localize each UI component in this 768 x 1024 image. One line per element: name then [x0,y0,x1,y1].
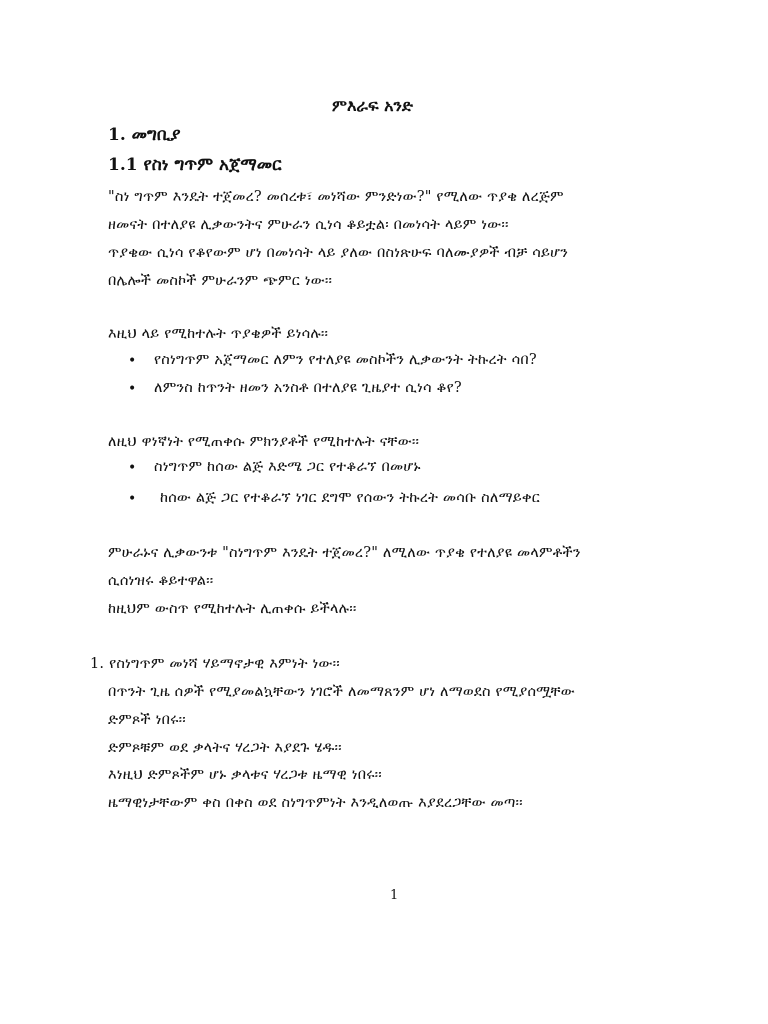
section-1-heading [108,125,181,145]
numbered-item-line: በጥንት ጊዜ ሰዎች የሚያመልኳቸውን ነገሮች ለመማጸንም ሆነ ለማወደስ የሚያሰሟቸው [108,684,575,700]
paragraph-1-line: "ስነ ግጥም እንዴት ተጀመረ? መሰረቱ፣ መነሻው ምንድነው?" የሚለው ጥያቄ ለረጅም [108,189,564,205]
bullet-icon: • [128,460,137,476]
paragraph-1-line: ጥያቄው ሲነሳ የቆየውም ሆነ በመነሳት ላይ ያለው በስነጽሁፍ ባለሙያዎች ብቻ ሳይሆን [108,245,569,261]
numbered-item-number: 1. [90,656,105,672]
paragraph-2-line: ከዚህም ውስጥ የሚከተሉት ሊጠቀሱ ይችላሉ፡፡ [108,601,357,617]
reason-text: ከሰው ልጅ ጋር የተቆራኘ ነገር ደግሞ የሰውን ትኩረት መሳቡ ስለማይቀር [160,490,541,506]
reason-item [128,490,728,514]
questions-intro: እዚህ ላይ የሚከተሉት ጥያቄዎች ይነሳሉ፡፡ [108,326,329,342]
paragraph-1-line: ዘመናት በተለያዩ ሊቃውንትና ምሁራን ሲነሳ ቆይቷል፡ በመነሳት ላይም ነው፡፡ [108,217,509,233]
numbered-item-line: እነዚህ ድምጾችም ሆኑ ቃላቱና ሃረጋቱ ዜማዊ ነበሩ፡፡ [108,767,382,783]
numbered-item-line: ድምጾቹም ወደ ቃላትና ሃረጋት እያደጉ ሄዱ፡፡ [108,740,342,756]
reasons-intro: ለዚህ ዋነኛነት የሚጠቀሱ ምክንያቶች የሚከተሉት ናቸው፡፡ [108,434,420,450]
bullet-icon: • [128,491,137,507]
question-text: የስነግጥም አጀማመር ለምን የተለያዩ መስኮችን ሊቃውንት ትኩረት ሳበ? [154,352,537,368]
section-1-1-heading [108,155,282,175]
numbered-item-line: ድምጾች ነበሩ፡፡ [108,712,186,728]
paragraph-2-line: ሲሰነዝሩ ቆይተዋል፡፡ [108,573,214,589]
page-number: 1 [390,888,399,903]
question-text: ለምንስ ከጥንት ዘመን አንስቶ በተለያዩ ጊዜያተ ሲነሳ ቆየ? [154,380,462,396]
chapter-title: ምእራፍ አንድ [332,96,413,115]
paragraph-2-line: ምሁራኑና ሊቃውንቱ "ስነግጥም እንዴት ተጀመረ?" ለሚለው ጥያቄ የተለያዩ መላምቶችን [108,545,581,561]
numbered-item-heading [90,656,340,672]
bullet-icon: • [128,381,137,397]
numbered-item-line: ዜማዊነታቸውም ቀስ በቀስ ወደ ስነግጥምነት እንዲለወጡ እያደረጋቸው መጣ፡፡ [108,795,523,811]
question-item [128,352,728,376]
bullet-icon: • [128,353,137,369]
section-1-title: መግቢያ [131,125,181,145]
reason-item [128,459,728,483]
question-item [128,380,728,404]
reason-text: ስነግጥም ከሰው ልጅ እድሜ ጋር የተቆራኘ በመሆኑ [154,459,421,475]
numbered-item-title: የስነግጥም መነሻ ሃይማኖታዊ እምነት ነው፡፡ [109,656,340,672]
section-1-number: 1. [108,125,126,145]
section-1-1-title: የስነ ግጥም አጀማመር [143,155,282,175]
section-1-1-number: 1.1 [108,155,138,175]
paragraph-1-line: በሌሎች መስኮች ምሁራንም ጭምር ነው፡፡ [108,273,333,289]
